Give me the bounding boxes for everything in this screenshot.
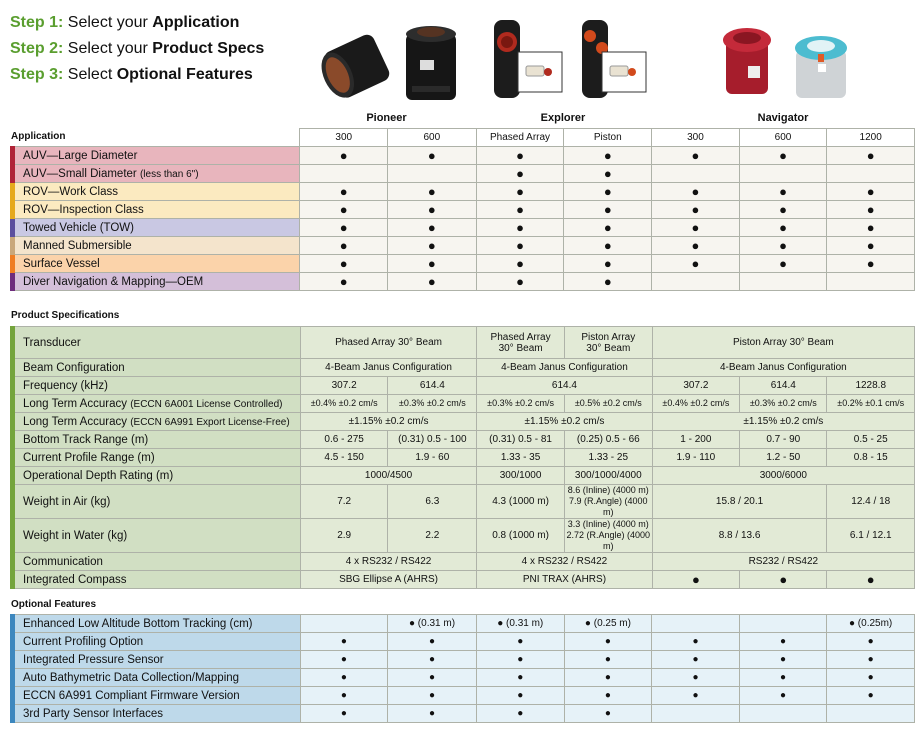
availability-dot: ●: [388, 147, 477, 165]
spec-value: 0.5 - 25: [827, 431, 915, 449]
col-pioneer-600: 600: [388, 129, 477, 147]
spec-value: Phased Array 30° Beam: [300, 327, 476, 359]
spec-value: 0.8 (1000 m): [477, 519, 565, 553]
spec-label: Weight in Water (kg): [13, 519, 301, 553]
spec-value: 1.33 - 25: [564, 449, 652, 467]
availability-dot: ●: [652, 669, 739, 687]
availability-dot: ●: [564, 273, 652, 291]
availability-dot: [827, 273, 915, 291]
availability-dot: ●: [652, 571, 739, 589]
spec-value: RS232 / RS422: [652, 553, 914, 571]
spec-value: 0.6 - 275: [300, 431, 388, 449]
availability-dot: [652, 705, 739, 723]
availability-dot: ●: [739, 237, 827, 255]
application-row: [13, 165, 915, 183]
spec-value: 1.9 - 110: [652, 449, 739, 467]
col-navigator-300: 300: [652, 129, 740, 147]
availability-dot: ● (0.31 m): [476, 615, 564, 633]
spec-value: 4.5 - 150: [300, 449, 388, 467]
spec-value: Piston Array 30° Beam: [652, 327, 914, 359]
spec-value: SBG Ellipse A (AHRS): [300, 571, 476, 589]
spec-row-long-term-accuracy-license-free: [13, 413, 915, 431]
spec-value: 614.4: [477, 377, 652, 395]
availability-dot: ●: [300, 705, 387, 723]
availability-dot: [652, 165, 740, 183]
spec-value: 614.4: [388, 377, 477, 395]
application-label: Manned Submersible: [13, 237, 300, 255]
availability-dot: [739, 615, 826, 633]
availability-dot: ●: [476, 651, 564, 669]
optional-feature-row: [13, 651, 915, 669]
availability-dot: [827, 705, 915, 723]
explorer-phased-array-product-image: [490, 14, 566, 100]
spec-value: ±0.4% ±0.2 cm/s: [652, 395, 739, 413]
spec-value: 0.7 - 90: [740, 431, 827, 449]
spec-value: PNI TRAX (AHRS): [477, 571, 652, 589]
spec-label: Frequency (kHz): [13, 377, 301, 395]
availability-dot: ●: [564, 219, 652, 237]
application-label: Diver Navigation & Mapping—OEM: [13, 273, 300, 291]
spec-label: Bottom Track Range (m): [13, 431, 301, 449]
spec-value: (0.31) 0.5 - 100: [388, 431, 477, 449]
optional-feature-label: 3rd Party Sensor Interfaces: [13, 705, 301, 723]
application-label: ROV—Work Class: [13, 183, 300, 201]
application-row: [13, 255, 915, 273]
availability-dot: ●: [652, 255, 740, 273]
spec-value: 1228.8: [827, 377, 915, 395]
spec-value: 15.8 / 20.1: [652, 485, 827, 519]
spec-value: 1.33 - 35: [477, 449, 565, 467]
step-2: Step 2: Select your Product Specs: [10, 40, 265, 57]
availability-dot: ●: [739, 183, 827, 201]
availability-dot: ●: [388, 687, 477, 705]
availability-dot: ●: [827, 201, 915, 219]
availability-dot: ●: [300, 633, 387, 651]
section-product-specifications: Product Specifications: [11, 310, 120, 321]
availability-dot: ●: [652, 219, 740, 237]
spec-value: ±1.15% ±0.2 cm/s: [652, 413, 914, 431]
availability-dot: ●: [388, 705, 477, 723]
optional-feature-row: [13, 687, 915, 705]
availability-dot: ●: [388, 183, 477, 201]
spec-label: Weight in Air (kg): [13, 485, 301, 519]
group-navigator: Navigator: [757, 112, 809, 124]
spec-value: 8.8 / 13.6: [652, 519, 827, 553]
spec-value: 3.3 (Inline) (4000 m) 2.72 (R.Angle) (4000 m): [564, 519, 652, 553]
availability-dot: ●: [300, 255, 388, 273]
application-row: [13, 147, 915, 165]
application-row: [13, 183, 915, 201]
availability-dot: [827, 165, 915, 183]
application-row: [13, 273, 915, 291]
spec-row-transducer: [13, 327, 915, 359]
col-navigator-600: 600: [739, 129, 827, 147]
availability-dot: ●: [476, 165, 564, 183]
availability-dot: ●: [652, 687, 739, 705]
section-application: Application: [11, 131, 66, 142]
optional-feature-row: [13, 633, 915, 651]
optional-feature-label: Auto Bathymetric Data Collection/Mapping: [13, 669, 301, 687]
availability-dot: [388, 165, 477, 183]
availability-dot: ●: [827, 687, 915, 705]
availability-dot: ●: [652, 633, 739, 651]
availability-dot: ●: [476, 201, 564, 219]
spec-label: Current Profile Range (m): [13, 449, 301, 467]
group-pioneer: Pioneer: [366, 112, 407, 124]
application-label: AUV—Large Diameter: [13, 147, 300, 165]
availability-dot: ●: [652, 183, 740, 201]
pioneer-300-product-image: [312, 32, 398, 102]
availability-dot: ●: [564, 705, 652, 723]
explorer-piston-product-image: [578, 14, 650, 100]
availability-dot: ●: [564, 651, 652, 669]
availability-dot: ●: [652, 147, 740, 165]
spec-label: Beam Configuration: [13, 359, 301, 377]
section-optional-features: Optional Features: [11, 599, 97, 610]
availability-dot: ●: [476, 183, 564, 201]
availability-dot: ●: [827, 255, 915, 273]
availability-dot: ●: [476, 687, 564, 705]
spec-row-current-profile-range: [13, 449, 915, 467]
availability-dot: ●: [388, 219, 477, 237]
col-explorer-phased-array: Phased Array: [476, 129, 564, 147]
availability-dot: ● (0.25m): [827, 615, 915, 633]
availability-dot: ●: [300, 201, 388, 219]
spec-value: 1.9 - 60: [388, 449, 477, 467]
application-label: Surface Vessel: [13, 255, 300, 273]
availability-dot: ●: [827, 571, 915, 589]
group-explorer: Explorer: [540, 112, 586, 124]
spec-value: (0.31) 0.5 - 81: [477, 431, 565, 449]
spec-value: ±1.15% ±0.2 cm/s: [300, 413, 476, 431]
spec-row-bottom-track-range: [13, 431, 915, 449]
availability-dot: ●: [652, 201, 740, 219]
availability-dot: ●: [739, 219, 827, 237]
spec-value: 4.3 (1000 m): [477, 485, 565, 519]
specifications-table: [10, 326, 915, 589]
availability-dot: ●: [564, 687, 652, 705]
availability-dot: ●: [827, 147, 915, 165]
spec-value: ±0.5% ±0.2 cm/s: [564, 395, 652, 413]
optional-features-table: [10, 614, 915, 723]
availability-dot: ●: [388, 237, 477, 255]
availability-dot: ●: [388, 201, 477, 219]
spec-value: Phased Array 30° Beam: [477, 327, 565, 359]
navigator-red-product-image: [718, 18, 776, 100]
spec-row-long-term-accuracy-licensed: [13, 395, 915, 413]
availability-dot: ●: [476, 147, 564, 165]
spec-value: 6.3: [388, 485, 477, 519]
spec-value: 4-Beam Janus Configuration: [477, 359, 652, 377]
spec-row-weight-in-air: [13, 485, 915, 519]
availability-dot: ●: [739, 669, 826, 687]
application-label: ROV—Inspection Class: [13, 201, 300, 219]
spec-value: 4 x RS232 / RS422: [300, 553, 476, 571]
application-column-header-row: [13, 129, 915, 147]
availability-dot: ●: [388, 255, 477, 273]
spec-row-communication: [13, 553, 915, 571]
optional-feature-row: [13, 669, 915, 687]
spec-value: 4-Beam Janus Configuration: [652, 359, 914, 377]
spec-value: 4-Beam Janus Configuration: [300, 359, 476, 377]
availability-dot: ●: [739, 255, 827, 273]
availability-dot: ●: [739, 633, 826, 651]
optional-feature-label: ECCN 6A991 Compliant Firmware Version: [13, 687, 301, 705]
availability-dot: [652, 273, 740, 291]
availability-dot: ●: [564, 237, 652, 255]
spec-value: 1.2 - 50: [740, 449, 827, 467]
spec-label: Operational Depth Rating (m): [13, 467, 301, 485]
availability-dot: ●: [476, 633, 564, 651]
availability-dot: ●: [739, 147, 827, 165]
col-navigator-1200: 1200: [827, 129, 915, 147]
availability-dot: ●: [300, 273, 388, 291]
step-3: Step 3: Select Optional Features: [10, 66, 253, 83]
availability-dot: ●: [739, 651, 826, 669]
spec-value: 2.2: [388, 519, 477, 553]
availability-dot: [739, 165, 827, 183]
optional-feature-row: [13, 705, 915, 723]
availability-dot: ●: [300, 219, 388, 237]
spec-value: 1 - 200: [652, 431, 739, 449]
availability-dot: ● (0.31 m): [388, 615, 477, 633]
availability-dot: ●: [740, 571, 827, 589]
step-1: Step 1: Select your Application: [10, 14, 240, 31]
availability-dot: ●: [388, 633, 477, 651]
spec-value: ±0.3% ±0.2 cm/s: [388, 395, 477, 413]
availability-dot: [739, 273, 827, 291]
availability-dot: [652, 615, 739, 633]
availability-dot: ●: [476, 669, 564, 687]
application-row: [13, 219, 915, 237]
spec-value: 300/1000/4000: [564, 467, 652, 485]
application-table: [10, 128, 915, 291]
spec-value: ±0.3% ±0.2 cm/s: [740, 395, 827, 413]
availability-dot: ●: [476, 705, 564, 723]
spec-row-operational-depth: [13, 467, 915, 485]
availability-dot: ●: [564, 183, 652, 201]
availability-dot: ●: [476, 255, 564, 273]
spec-label: Integrated Compass: [13, 571, 301, 589]
application-label: Towed Vehicle (TOW): [13, 219, 300, 237]
spec-label: Communication: [13, 553, 301, 571]
spec-value: 7.2: [300, 485, 388, 519]
availability-dot: ●: [827, 219, 915, 237]
spec-value: 4 x RS232 / RS422: [477, 553, 652, 571]
spec-value: 8.6 (Inline) (4000 m) 7.9 (R.Angle) (4000 m): [564, 485, 652, 519]
spec-label: Long Term Accuracy (ECCN 6A991 Export License-Free): [13, 413, 301, 431]
availability-dot: ●: [564, 147, 652, 165]
availability-dot: ●: [388, 273, 477, 291]
col-pioneer-300: 300: [300, 129, 388, 147]
optional-feature-row: [13, 615, 915, 633]
spec-value: 6.1 / 12.1: [827, 519, 915, 553]
optional-feature-label: Current Profiling Option: [13, 633, 301, 651]
spec-row-frequency: [13, 377, 915, 395]
spec-value: ±1.15% ±0.2 cm/s: [477, 413, 652, 431]
availability-dot: ●: [300, 669, 387, 687]
optional-feature-label: Integrated Pressure Sensor: [13, 651, 301, 669]
availability-dot: ●: [388, 651, 477, 669]
selection-steps: [10, 10, 264, 88]
spec-value: 1000/4500: [300, 467, 476, 485]
spec-label: Long Term Accuracy (ECCN 6A001 License Controlled): [13, 395, 301, 413]
spec-row-integrated-compass: [13, 571, 915, 589]
spec-value: (0.25) 0.5 - 66: [564, 431, 652, 449]
spec-value: ±0.4% ±0.2 cm/s: [300, 395, 388, 413]
availability-dot: ●: [652, 237, 740, 255]
col-explorer-piston: Piston: [564, 129, 652, 147]
availability-dot: [300, 165, 388, 183]
availability-dot: ●: [739, 687, 826, 705]
availability-dot: ●: [564, 669, 652, 687]
availability-dot: ●: [827, 183, 915, 201]
availability-dot: ● (0.25 m): [564, 615, 652, 633]
spec-row-weight-in-water: [13, 519, 915, 553]
availability-dot: ●: [388, 669, 477, 687]
availability-dot: ●: [476, 273, 564, 291]
availability-dot: [739, 705, 826, 723]
spec-value: 0.8 - 15: [827, 449, 915, 467]
availability-dot: ●: [564, 201, 652, 219]
application-row: [13, 201, 915, 219]
availability-dot: ●: [476, 219, 564, 237]
availability-dot: ●: [827, 669, 915, 687]
spec-value: 300/1000: [477, 467, 565, 485]
spec-value: Piston Array 30° Beam: [564, 327, 652, 359]
availability-dot: ●: [652, 651, 739, 669]
availability-dot: ●: [739, 201, 827, 219]
navigator-silver-product-image: [790, 20, 852, 102]
spec-value: 307.2: [300, 377, 388, 395]
availability-dot: ●: [564, 255, 652, 273]
spec-value: 2.9: [300, 519, 388, 553]
spec-value: 307.2: [652, 377, 739, 395]
pioneer-600-product-image: [400, 20, 462, 104]
availability-dot: ●: [300, 147, 388, 165]
availability-dot: ●: [564, 633, 652, 651]
availability-dot: ●: [827, 633, 915, 651]
availability-dot: ●: [300, 183, 388, 201]
optional-feature-label: Enhanced Low Altitude Bottom Tracking (cm): [13, 615, 301, 633]
availability-dot: ●: [300, 651, 387, 669]
application-label: AUV—Small Diameter (less than 6"): [13, 165, 300, 183]
availability-dot: ●: [476, 237, 564, 255]
availability-dot: ●: [827, 237, 915, 255]
spec-value: 614.4: [740, 377, 827, 395]
spec-row-beam-configuration: [13, 359, 915, 377]
spec-value: ±0.2% ±0.1 cm/s: [827, 395, 915, 413]
spec-value: 12.4 / 18: [827, 485, 915, 519]
spec-value: 3000/6000: [652, 467, 914, 485]
availability-dot: ●: [300, 237, 388, 255]
availability-dot: ●: [564, 165, 652, 183]
availability-dot: ●: [827, 651, 915, 669]
availability-dot: ●: [300, 687, 387, 705]
spec-value: ±0.3% ±0.2 cm/s: [477, 395, 565, 413]
application-row: [13, 237, 915, 255]
availability-dot: [300, 615, 387, 633]
spec-label: Transducer: [13, 327, 301, 359]
